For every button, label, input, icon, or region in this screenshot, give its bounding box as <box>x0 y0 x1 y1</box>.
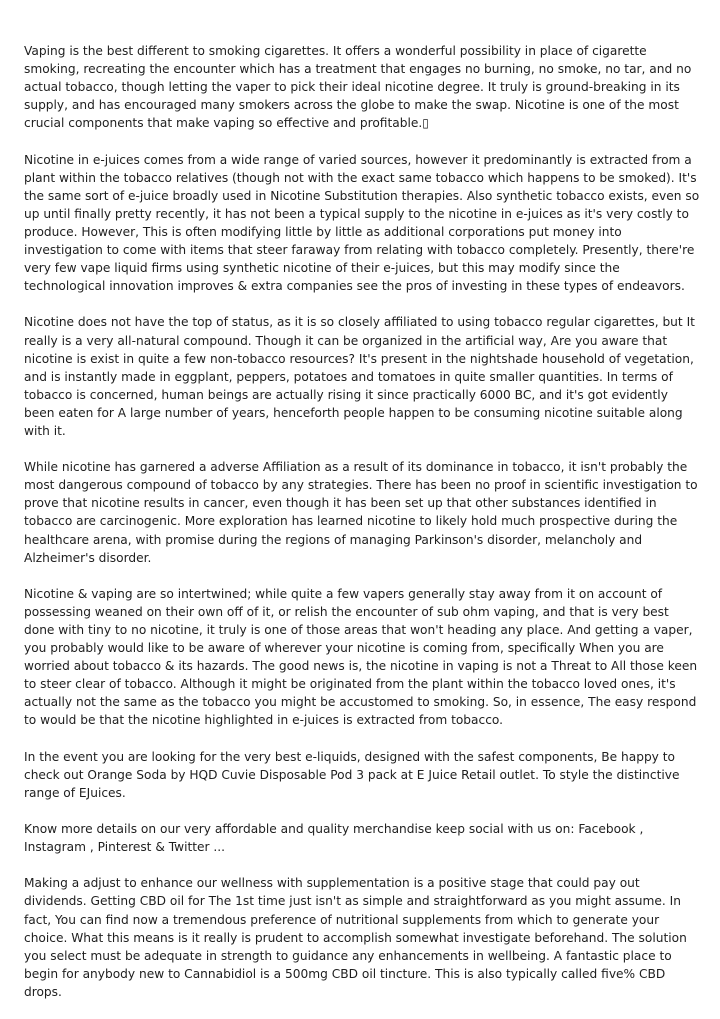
paragraph-nicotine-vaping: Nicotine & vaping are so intertwined; while quite a few vapers generally stay away from it on account of possessing weaned on their own off of it, or relish the encounter of sub ohm vaping, and that is very best done with tiny to no nicotine, it truly is one of those areas that won't heading any place. And getting a vaper, you probably would like to be aware of wherever your nicotine is coming from, specifically When you are worried about tobacco & its hazards. The good news is, the nicotine in vaping is not a Threat to All those keen to steer clear of tobacco. Although it might be originated from the plant within the tobacco loved ones, it's actually not the same as the tobacco you might be accustomed to smoking. So, in essence, The easy respond to would be that the nicotine highlighted in e-juices is extracted from tobacco. <box>24 586 698 728</box>
paragraph-nicotine-sources: Nicotine in e-juices comes from a wide range of varied sources, however it predominantly is extracted from a plant within the tobacco relatives (though not with the exact same tobacco which happens to be smoked). It's the same sort of e-juice broadly used in Nicotine Substitution therapies. Also synthetic tobacco exists, even so up until finally pretty recently, it has not been a typical supply to the nicotine in e-juices as it's very costly to produce. However, This is often modifying little by little as additional corporations put money into investigation to come with items that steer faraway from relating with tobacco completely. Presently, there're very few vape liquid firms using synthetic nicotine of their e-juices, but this may modify since the technological innovation improves & extra companies see the pros of investing in these types of endeavors. <box>24 152 700 294</box>
paragraph-eliquids-promo: In the event you are looking for the very best e-liquids, designed with the safest components, Be happy to check out Orange Soda by HQD Cuvie Disposable Pod 3 pack at E Juice Retail outlet. To style the distinctive range of EJuices. <box>24 749 680 800</box>
paragraph-nicotine-compound: Nicotine does not have the top of status, as it is so closely affiliated to using tobacco regular cigarettes, but It really is a very all-natural compound. Though it can be organized in the artificial way, Are you aware that nicotine is exist in quite a few non-tobacco resources? It's present in the nightshade household of vegetation, and is instantly made in eggplant, peppers, potatoes and tomatoes in quite smaller quantities. In terms of tobacco is concerned, human beings are actually rising it since practically 6000 BC, and it's got evidently been eaten for A large number of years, henceforth people happen to be consuming nicotine suitable along with it. <box>24 315 695 438</box>
article-body <box>24 42 700 1019</box>
paragraph-cbd-oil: Making a adjust to enhance our wellness with supplementation is a positive stage that could pay out dividends. Getting CBD oil for The 1st time just isn't as simple and straightforward as you might assume. In fact, You can find now a tremendous preference of nutritional supplements from which to generate your choice. What this means is it really is prudent to accomplish somewhat investigate beforehand. The solution you select must be adequate in strength to guidance any enhancements in wellbeing. A fantastic place to begin for anybody new to Cannabidiol is a 500mg CBD oil tincture. This is also typically called five% CBD drops. <box>24 876 687 999</box>
paragraph-social-links: Know more details on our very affordable and quality merchandise keep social with us on: Facebook , Instagram , Pinterest & Twitter ... <box>24 822 644 855</box>
paragraph-nicotine-research: While nicotine has garnered a adverse Affiliation as a result of its dominance in tobacco, it isn't probably the most dangerous compound of tobacco by any strategies. There has been no proof in scientific investigation to prove that nicotine results in cancer, even though it has been set up that other substances identified in tobacco are carcinogenic. More exploration has learned nicotine to likely hold much prospective during the healthcare arena, with promise during the regions of managing Parkinson's disorder, melancholy and Alzheimer's disorder. <box>24 460 698 565</box>
paragraph-vaping-alternative: Vaping is the best different to smoking cigarettes. It offers a wonderful possibility in place of cigarette smoking, recreating the encounter which has a treatment that engages no burning, no smoke, no tar, and no actual tobacco, though letting the vaper to pick their ideal nicotine degree. It truly is ground-breaking in its supply, and has encouraged many smokers across the globe to make the swap. Nicotine is one of the most crucial components that make vaping so effective and profitable.▯ <box>24 44 692 131</box>
